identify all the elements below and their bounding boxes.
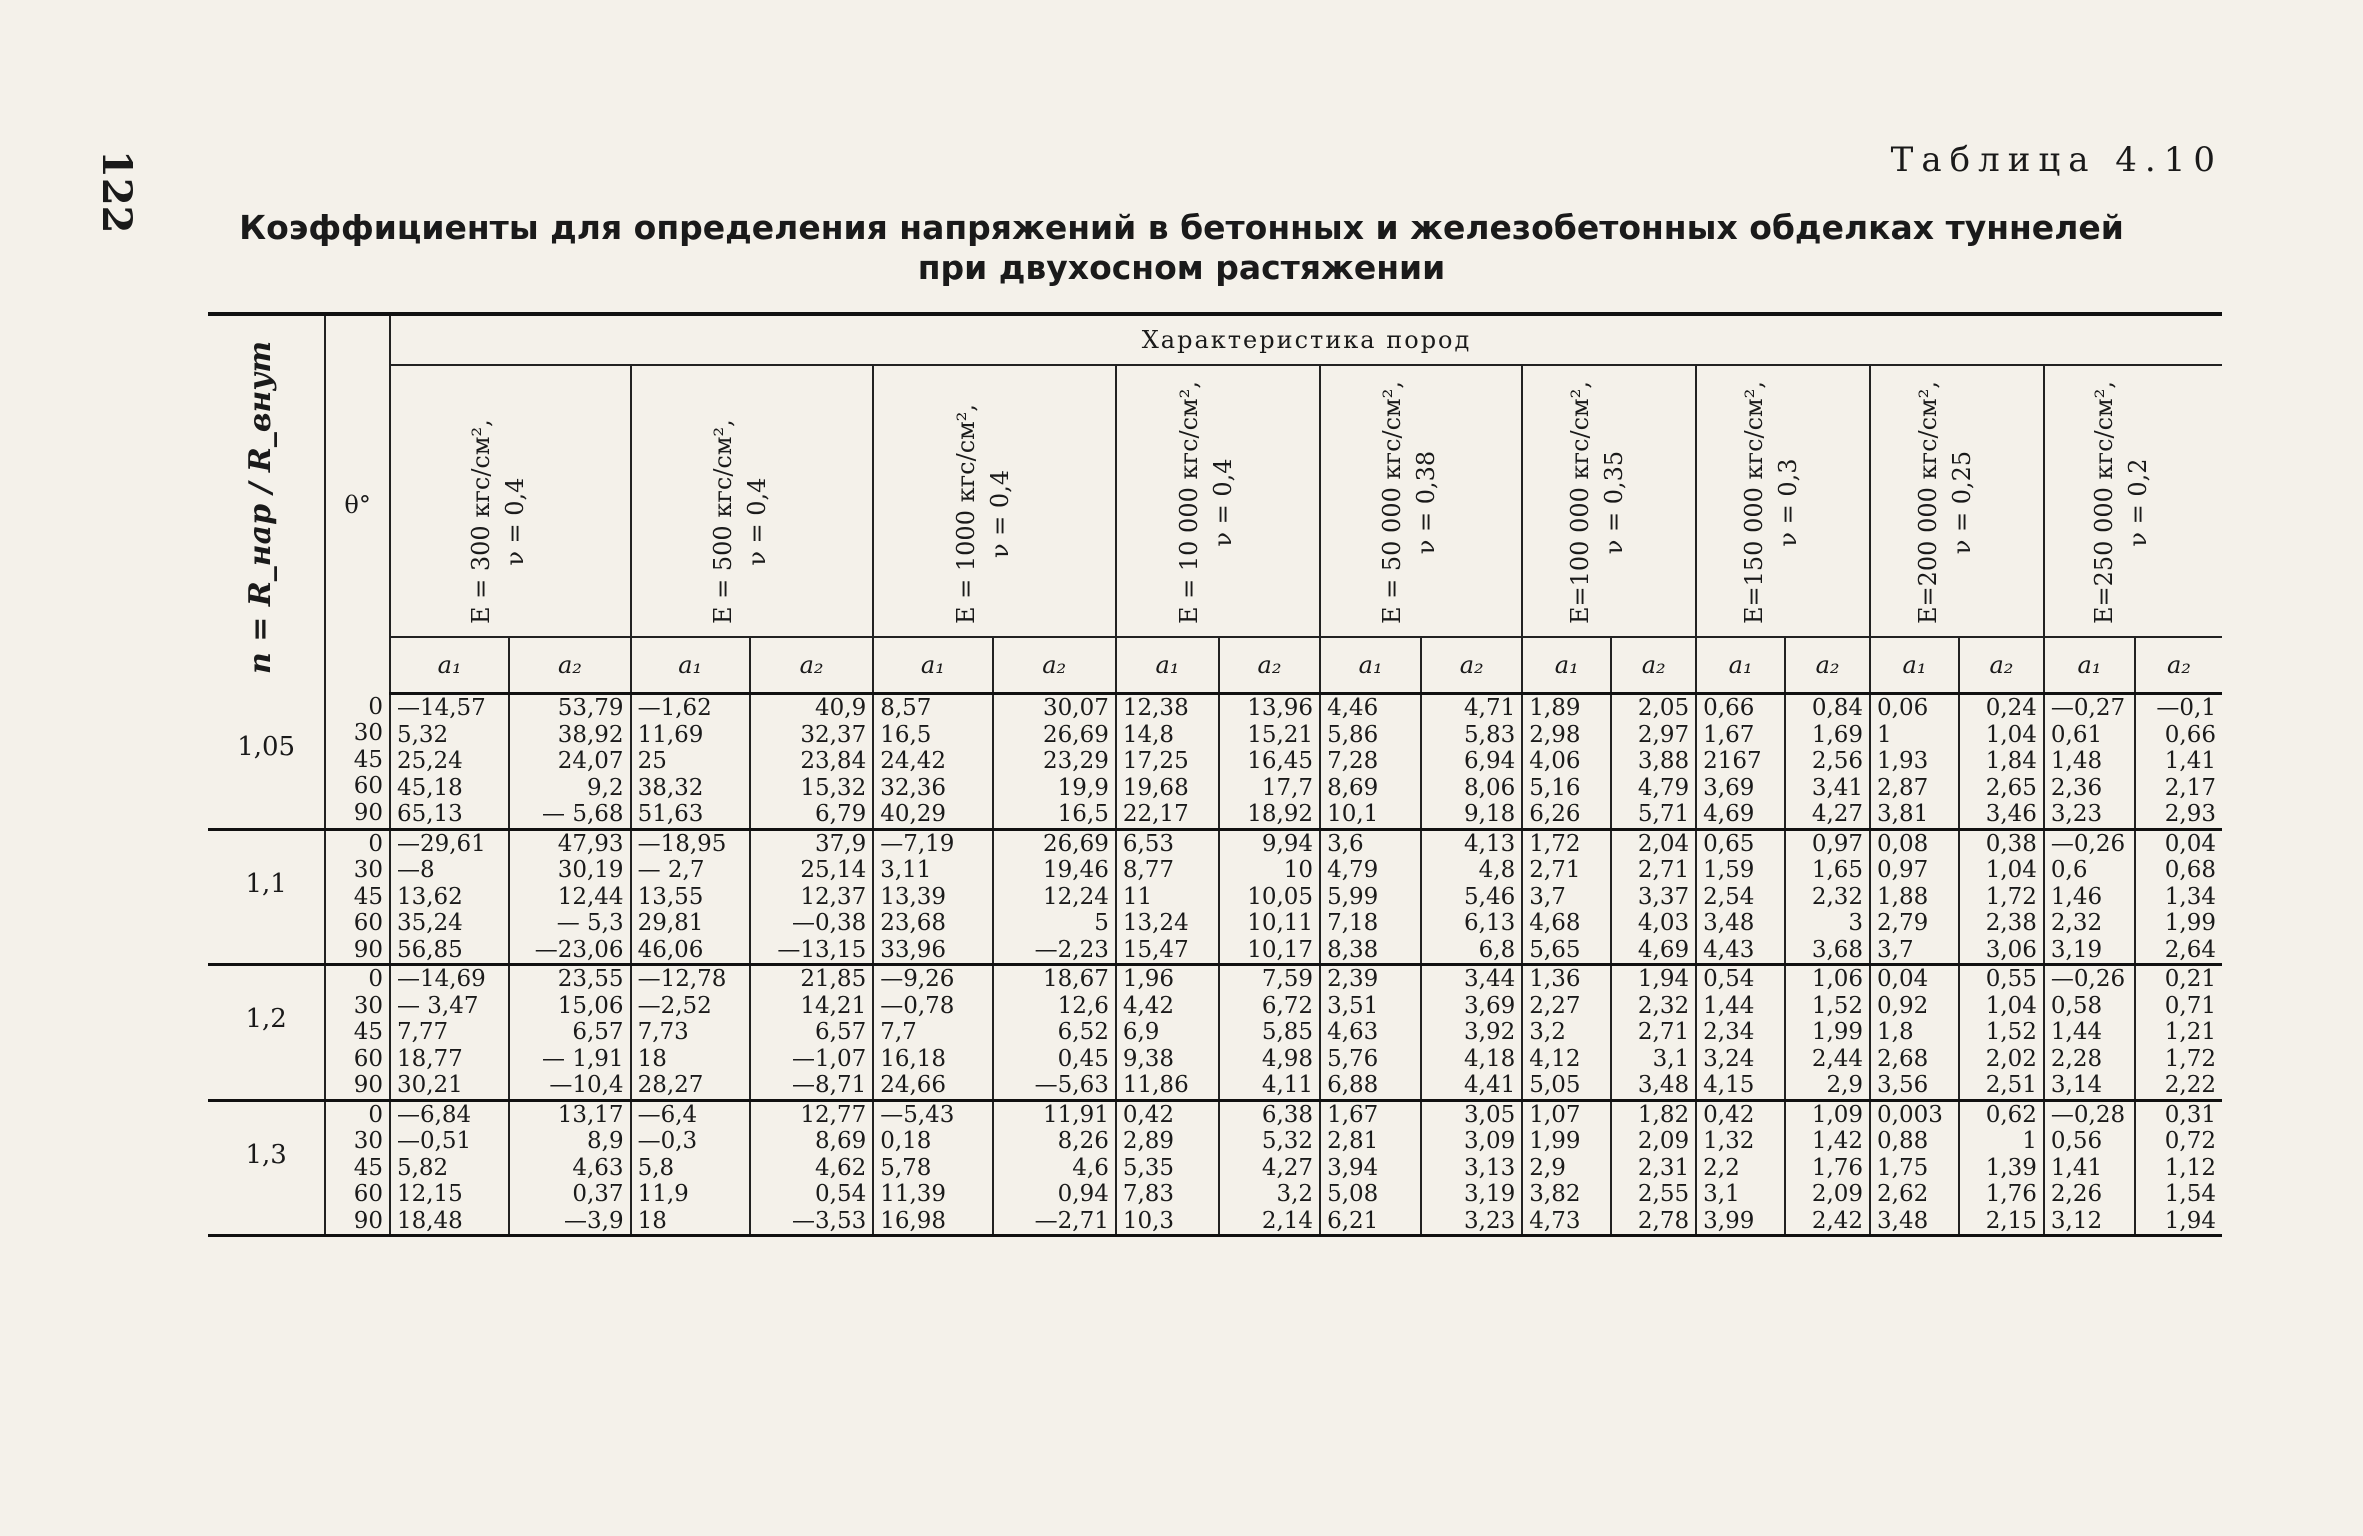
rock-params	[1172, 381, 1240, 624]
rock-column-header	[1522, 365, 1696, 637]
rock-params	[2087, 381, 2155, 624]
a1-values: —5,43 0,18 5,78 11,39 16,98	[873, 1100, 992, 1236]
a2-values: 26,69 19,46 12,24 5 —2,23	[993, 829, 1116, 965]
a1-values: —18,95 — 2,7 13,55 29,81 46,06	[631, 829, 750, 965]
a1-subheader: a₁	[1116, 637, 1219, 694]
elastic-modulus-label: E = 500 кгс/см²,	[708, 419, 737, 624]
title-line-2: при двухосном растяжении	[917, 248, 1446, 287]
rock-params	[464, 419, 532, 624]
coefficients-table	[208, 312, 2222, 1237]
a2-values: 0,55 1,04 1,52 2,02 2,51	[1959, 965, 2044, 1101]
theta-value: 0	[368, 830, 383, 857]
poisson-ratio-label: ν = 0,25	[1947, 450, 1976, 555]
a1-values: 0,66 1,67 2167 3,69 4,69	[1696, 694, 1785, 830]
a1-values: 3,6 4,79 5,99 7,18 8,38	[1320, 829, 1421, 965]
a2-values: 2,04 2,71 3,37 4,03 4,69	[1611, 829, 1696, 965]
a1-values: 12,38 14,8 17,25 19,68 22,17	[1116, 694, 1219, 830]
a1-values: —7,19 3,11 13,39 23,68 33,96	[873, 829, 992, 965]
theta-values	[325, 1100, 390, 1236]
a2-values: 0,04 0,68 1,34 1,99 2,64	[2135, 829, 2222, 965]
table-title	[0, 208, 2363, 288]
page-number: 122	[93, 150, 140, 234]
poisson-ratio-label: ν = 0,2	[2124, 458, 2153, 547]
elastic-modulus-label: E = 1000 кгс/см²,	[951, 403, 980, 624]
n-ratio-value: 1,3	[208, 1100, 325, 1236]
theta-value: 30	[353, 992, 383, 1019]
theta-value: 60	[353, 1045, 383, 1072]
a2-values: 4,71 5,83 6,94 8,06 9,18	[1421, 694, 1522, 830]
a2-subheader: a₂	[509, 637, 630, 694]
elastic-modulus-label: E=150 000 кгс/см²,	[1740, 381, 1769, 624]
rock-column-header	[1696, 365, 1870, 637]
theta-value: 30	[353, 857, 383, 883]
theta-value: 90	[353, 1207, 383, 1234]
rock-column-header	[1116, 365, 1320, 637]
n-ratio-header	[208, 314, 325, 694]
rock-params	[1911, 381, 1979, 624]
rock-params	[1737, 381, 1805, 624]
theta-values	[325, 965, 390, 1101]
poisson-ratio-label: ν = 0,4	[501, 477, 530, 566]
elastic-modulus-label: E = 10 000 кгс/см²,	[1174, 381, 1203, 624]
theta-values	[325, 829, 390, 965]
table-row	[208, 829, 2222, 965]
rock-column-header	[1870, 365, 2044, 637]
a1-subheader: a₁	[2044, 637, 2135, 694]
a1-values: —1,62 11,69 25 38,32 51,63	[631, 694, 750, 830]
a2-values: 4,13 4,8 5,46 6,13 6,8	[1421, 829, 1522, 965]
rock-characteristic-header: Характеристика пород	[390, 314, 2222, 365]
title-line-1: Коэффициенты для определения напряжений в бетонных и железобетонных обделках туннелей	[239, 208, 2124, 247]
a2-values: 3,44 3,69 3,92 4,18 4,41	[1421, 965, 1522, 1101]
a2-subheader: a₂	[2135, 637, 2222, 694]
rock-column-header	[390, 365, 631, 637]
a2-values: 37,9 25,14 12,37 —0,38 —13,15	[750, 829, 873, 965]
a2-values: 0,97 1,65 2,32 3 3,68	[1785, 829, 1870, 965]
a1-values: —0,26 0,58 1,44 2,28 3,14	[2044, 965, 2135, 1101]
a2-subheader: a₂	[750, 637, 873, 694]
a1-values: 1,72 2,71 3,7 4,68 5,65	[1522, 829, 1611, 965]
n-ratio-value: 1,2	[208, 965, 325, 1101]
a2-values: —0,1 0,66 1,41 2,17 2,93	[2135, 694, 2222, 830]
a1-values: 0,003 0,88 1,75 2,62 3,48	[1870, 1100, 1959, 1236]
a2-values: 1,94 2,32 2,71 3,1 3,48	[1611, 965, 1696, 1101]
poisson-ratio-label: ν = 0,3	[1774, 458, 1803, 547]
a2-values: 53,79 38,92 24,07 9,2 — 5,68	[509, 694, 630, 830]
rock-column-header	[631, 365, 874, 637]
theta-header: θ°	[325, 314, 390, 694]
rock-params	[706, 419, 774, 624]
theta-value: 45	[353, 1154, 383, 1181]
a1-values: 0,42 1,32 2,2 3,1 3,99	[1696, 1100, 1785, 1236]
theta-value: 60	[353, 910, 383, 936]
a2-values: 0,24 1,04 1,84 2,65 3,46	[1959, 694, 2044, 830]
a1-values: —0,27 0,61 1,48 2,36 3,23	[2044, 694, 2135, 830]
a1-values: 1,36 2,27 3,2 4,12 5,05	[1522, 965, 1611, 1101]
a2-values: 2,05 2,97 3,88 4,79 5,71	[1611, 694, 1696, 830]
a2-values: 7,59 6,72 5,85 4,98 4,11	[1219, 965, 1320, 1101]
poisson-ratio-label: ν = 0,4	[1208, 458, 1237, 547]
theta-value: 90	[353, 936, 383, 963]
a1-values: 1,07 1,99 2,9 3,82 4,73	[1522, 1100, 1611, 1236]
a1-values: 0,04 0,92 1,8 2,68 3,56	[1870, 965, 1959, 1101]
poisson-ratio-label: ν = 0,4	[985, 469, 1014, 559]
elastic-modulus-label: E=250 000 кгс/см²,	[2090, 381, 2119, 624]
a1-subheader: a₁	[1870, 637, 1959, 694]
a1-values: 4,46 5,86 7,28 8,69 10,1	[1320, 694, 1421, 830]
a2-subheader: a₂	[1219, 637, 1320, 694]
a1-values: —12,78 —2,52 7,73 18 28,27	[631, 965, 750, 1101]
a2-values: 18,67 12,6 6,52 0,45 —5,63	[993, 965, 1116, 1101]
rock-params	[1375, 381, 1443, 624]
theta-value: 45	[353, 746, 383, 773]
table-row	[208, 694, 2222, 830]
theta-value: 60	[353, 773, 383, 799]
n-ratio-value: 1,05	[208, 694, 325, 830]
poisson-ratio-label: ν = 0,4	[742, 477, 771, 566]
a1-values: —9,26 —0,78 7,7 16,18 24,66	[873, 965, 992, 1101]
a2-values: 47,93 30,19 12,44 — 5,3 —23,06	[509, 829, 630, 965]
a1-values: 0,06 1 1,93 2,87 3,81	[1870, 694, 1959, 830]
a1-values: —14,69 — 3,47 7,77 18,77 30,21	[390, 965, 509, 1101]
a2-subheader: a₂	[1421, 637, 1522, 694]
theta-value: 0	[368, 966, 383, 992]
a1-subheader: a₁	[390, 637, 509, 694]
theta-value: 45	[353, 1019, 383, 1045]
a1-values: 1,96 4,42 6,9 9,38 11,86	[1116, 965, 1219, 1101]
a1-values: —6,84 —0,51 5,82 12,15 18,48	[390, 1100, 509, 1236]
a2-values: 1,06 1,52 1,99 2,44 2,9	[1785, 965, 1870, 1101]
elastic-modulus-label: E=100 000 кгс/см²,	[1566, 381, 1595, 624]
table-label: Таблица 4.10	[1890, 140, 2223, 180]
theta-value: 60	[353, 1181, 383, 1207]
a1-values: 0,65 1,59 2,54 3,48 4,43	[1696, 829, 1785, 965]
a2-values: 0,31 0,72 1,12 1,54 1,94	[2135, 1100, 2222, 1236]
a2-values: 12,77 8,69 4,62 0,54 —3,53	[750, 1100, 873, 1236]
a1-values: —0,26 0,6 1,46 2,32 3,19	[2044, 829, 2135, 965]
n-ratio-value: 1,1	[208, 829, 325, 965]
theta-values	[325, 694, 390, 830]
a2-subheader: a₂	[1611, 637, 1696, 694]
theta-value: 30	[353, 1128, 383, 1154]
a2-subheader: a₂	[1959, 637, 2044, 694]
a1-values: —29,61 —8 13,62 35,24 56,85	[390, 829, 509, 965]
a2-values: 6,38 5,32 4,27 3,2 2,14	[1219, 1100, 1320, 1236]
a1-values: —0,28 0,56 1,41 2,26 3,12	[2044, 1100, 2135, 1236]
theta-value: 0	[368, 693, 383, 720]
table-row	[208, 965, 2222, 1101]
a1-values: 1,89 2,98 4,06 5,16 6,26	[1522, 694, 1611, 830]
a2-subheader: a₂	[993, 637, 1116, 694]
rock-column-header	[873, 365, 1116, 637]
a2-values: 3,05 3,09 3,13 3,19 3,23	[1421, 1100, 1522, 1236]
theta-value: 0	[368, 1101, 383, 1128]
rock-params	[1563, 381, 1631, 624]
a1-subheader: a₁	[1522, 637, 1611, 694]
a2-values: 30,07 26,69 23,29 19,9 16,5	[993, 694, 1116, 830]
rock-column-header	[2044, 365, 2222, 637]
n-ratio-label: n = R_нар / R_внут	[243, 340, 278, 674]
a1-values: 2,39 3,51 4,63 5,76 6,88	[1320, 965, 1421, 1101]
poisson-ratio-label: ν = 0,38	[1412, 450, 1441, 555]
theta-value: 90	[353, 799, 383, 826]
a1-values: 8,57 16,5 24,42 32,36 40,29	[873, 694, 992, 830]
theta-value: 45	[353, 883, 383, 910]
a1-subheader: a₁	[873, 637, 992, 694]
a2-values: 13,17 8,9 4,63 0,37 —3,9	[509, 1100, 630, 1236]
a2-values: 0,38 1,04 1,72 2,38 3,06	[1959, 829, 2044, 965]
a2-subheader: a₂	[1785, 637, 1870, 694]
a1-subheader: a₁	[631, 637, 750, 694]
a1-values: 6,53 8,77 11 13,24 15,47	[1116, 829, 1219, 965]
a1-values: 1,67 2,81 3,94 5,08 6,21	[1320, 1100, 1421, 1236]
a1-values: 0,42 2,89 5,35 7,83 10,3	[1116, 1100, 1219, 1236]
elastic-modulus-label: E = 50 000 кгс/см²,	[1378, 381, 1407, 624]
elastic-modulus-label: E=200 000 кгс/см²,	[1913, 381, 1942, 624]
a1-values: 0,54 1,44 2,34 3,24 4,15	[1696, 965, 1785, 1101]
a2-values: 1,82 2,09 2,31 2,55 2,78	[1611, 1100, 1696, 1236]
a1-values: —6,4 —0,3 5,8 11,9 18	[631, 1100, 750, 1236]
a1-subheader: a₁	[1320, 637, 1421, 694]
a2-values: 9,94 10 10,05 10,11 10,17	[1219, 829, 1320, 965]
a2-values: 0,21 0,71 1,21 1,72 2,22	[2135, 965, 2222, 1101]
a2-values: 21,85 14,21 6,57 —1,07 —8,71	[750, 965, 873, 1101]
a2-values: 11,91 8,26 4,6 0,94 —2,71	[993, 1100, 1116, 1236]
a2-values: 13,96 15,21 16,45 17,7 18,92	[1219, 694, 1320, 830]
rock-column-header	[1320, 365, 1522, 637]
a2-values: 40,9 32,37 23,84 15,32 6,79	[750, 694, 873, 830]
a2-values: 1,09 1,42 1,76 2,09 2,42	[1785, 1100, 1870, 1236]
table-row	[208, 1100, 2222, 1236]
a2-values: 23,55 15,06 6,57 — 1,91 —10,4	[509, 965, 630, 1101]
elastic-modulus-label: E = 300 кгс/см²,	[467, 419, 496, 624]
poisson-ratio-label: ν = 0,35	[1600, 450, 1629, 555]
a1-subheader: a₁	[1696, 637, 1785, 694]
theta-value: 90	[353, 1072, 383, 1098]
theta-value: 30	[353, 720, 383, 746]
a2-values: 0,62 1 1,39 1,76 2,15	[1959, 1100, 2044, 1236]
a1-values: —14,57 5,32 25,24 45,18 65,13	[390, 694, 509, 830]
rock-params	[949, 404, 1017, 624]
a2-values: 0,84 1,69 2,56 3,41 4,27	[1785, 694, 1870, 830]
a1-values: 0,08 0,97 1,88 2,79 3,7	[1870, 829, 1959, 965]
